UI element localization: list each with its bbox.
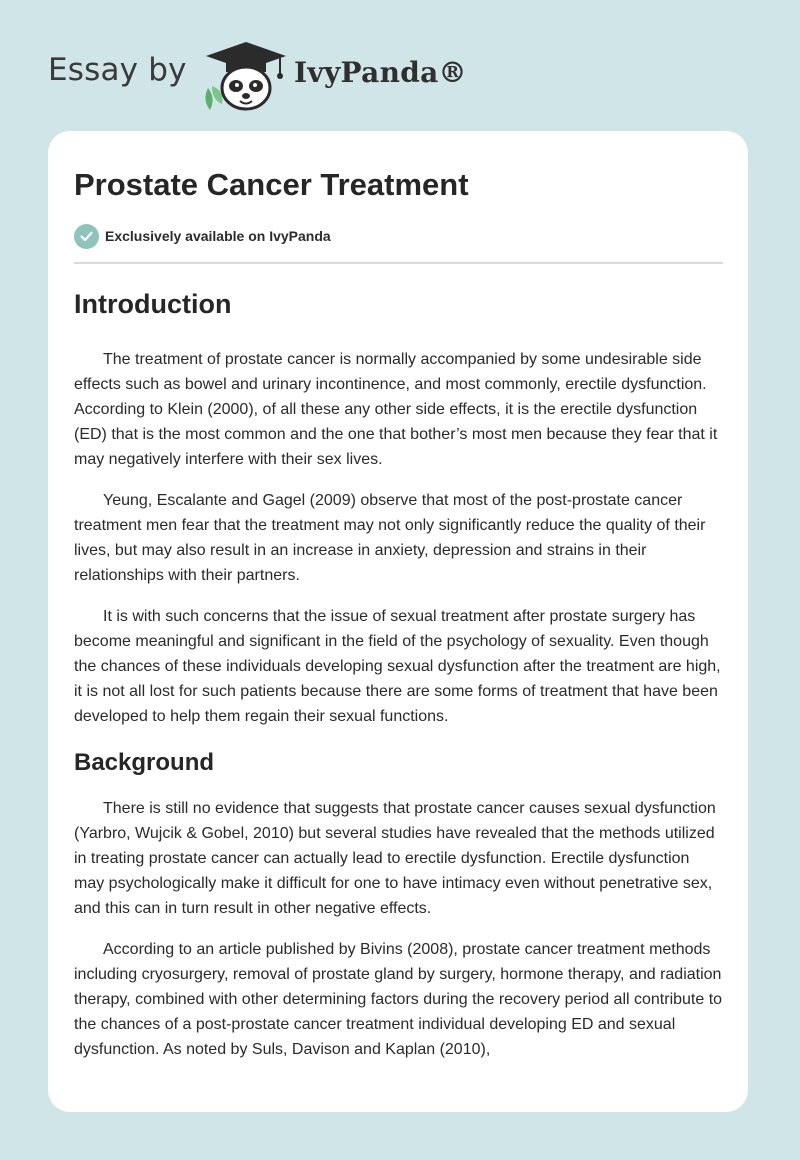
site-header [48,34,608,114]
panda-graduate-logo-icon[interactable] [200,38,292,112]
paragraph: It is with such concerns that the issue of sexual treatment after prostate surgery has become meaningful and significant in the field of the psychology of sexuality. Even though the chances of these individuals developing sexual dysfunction after the treatment are high, it is not all lost for such patients because there are some forms of treatment that have been developed to help them regain their sexual functions. [74,608,721,725]
essay-by-label: Essay by [48,52,187,88]
check-circle-icon [74,224,99,249]
essay-card [48,131,748,1112]
page-title: Prostate Cancer Treatment [74,167,469,202]
section-heading-introduction: Introduction [74,289,232,319]
essay-content [74,165,724,1062]
exclusive-badge-text: Exclusively available on IvyPanda [105,228,331,244]
brand-name[interactable]: IvyPanda® [294,56,467,89]
paragraph: There is still no evidence that suggests that prostate cancer causes sexual dysfunction (Yarbro, Wujcik & Gobel, 2010) but several studies have revealed that the methods utilized in treating prostate cancer can actually lead to erectile dysfunction. Erectile dysfunction may psychologically make it difficult for one to have intimacy even without penetrative sex, and this can in turn result in other negative effects. [74,800,716,917]
paragraph: Yeung, Escalante and Gagel (2009) observe that most of the post-prostate cancer treatment men fear that the treatment may not only significantly reduce the quality of their lives, but may also result in an increase in anxiety, depression and strains in their relationships with their partners. [74,492,706,584]
paragraph: According to an article published by Bivins (2008), prostate cancer treatment methods including cryosurgery, removal of prostate gland by surgery, hormone therapy, and radiation therapy, combined with other determining factors during the recovery period all contribute to the chances of a post-prostate cancer treatment individual developing ED and sexual dysfunction. As noted by Suls, Davison and Kaplan (2010), [74,941,723,1058]
section-heading-background: Background [74,749,215,776]
exclusive-badge [74,223,724,249]
divider [74,262,723,264]
paragraph: The treatment of prostate cancer is normally accompanied by some undesirable side effects such as bowel and urinary incontinence, and most commonly, erectile dysfunction. According to Klein (2000), of all these any other side effects, it is the erectile dysfunction (ED) that is the most common and the one that bother’s most men because they fear that it may negatively interfere with their sex lives. [74,351,718,468]
